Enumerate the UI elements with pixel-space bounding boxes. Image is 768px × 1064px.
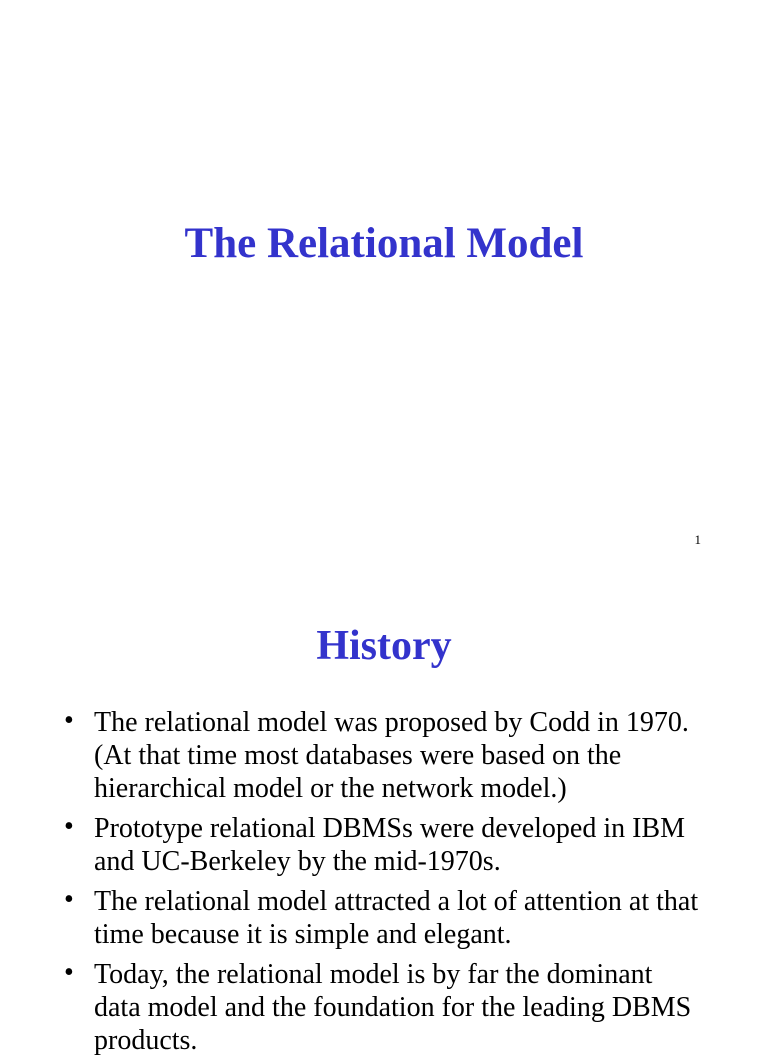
history-slide [0, 576, 768, 1056]
bullet-item [64, 812, 704, 878]
bullet-text: Prototype relational DBMSs were developed in IBM and UC-Berkeley by the mid-1970s. [94, 813, 686, 877]
bullet-text: The relational model was proposed by Codd in 1970. (At that time most databases were based on the hierarchical model or the network model.) [94, 707, 689, 804]
bullet-icon: • [64, 957, 74, 988]
slide-number: 1 [694, 532, 701, 547]
bullet-item [64, 958, 704, 1057]
bullet-icon: • [64, 811, 74, 842]
slide-title: The Relational Model [184, 220, 584, 267]
slide-title: History [316, 623, 452, 669]
bullet-text: Today, the relational model is by far the dominant data model and the foundation for the leading DBMS products. [94, 959, 692, 1056]
bullet-text: The relational model attracted a lot of attention at that time because it is simple and elegant. [94, 886, 699, 950]
bullet-list [64, 706, 704, 1064]
bullet-icon: • [64, 705, 74, 736]
bullet-icon: • [64, 884, 74, 915]
bullet-item [64, 885, 704, 951]
bullet-item [64, 706, 704, 805]
